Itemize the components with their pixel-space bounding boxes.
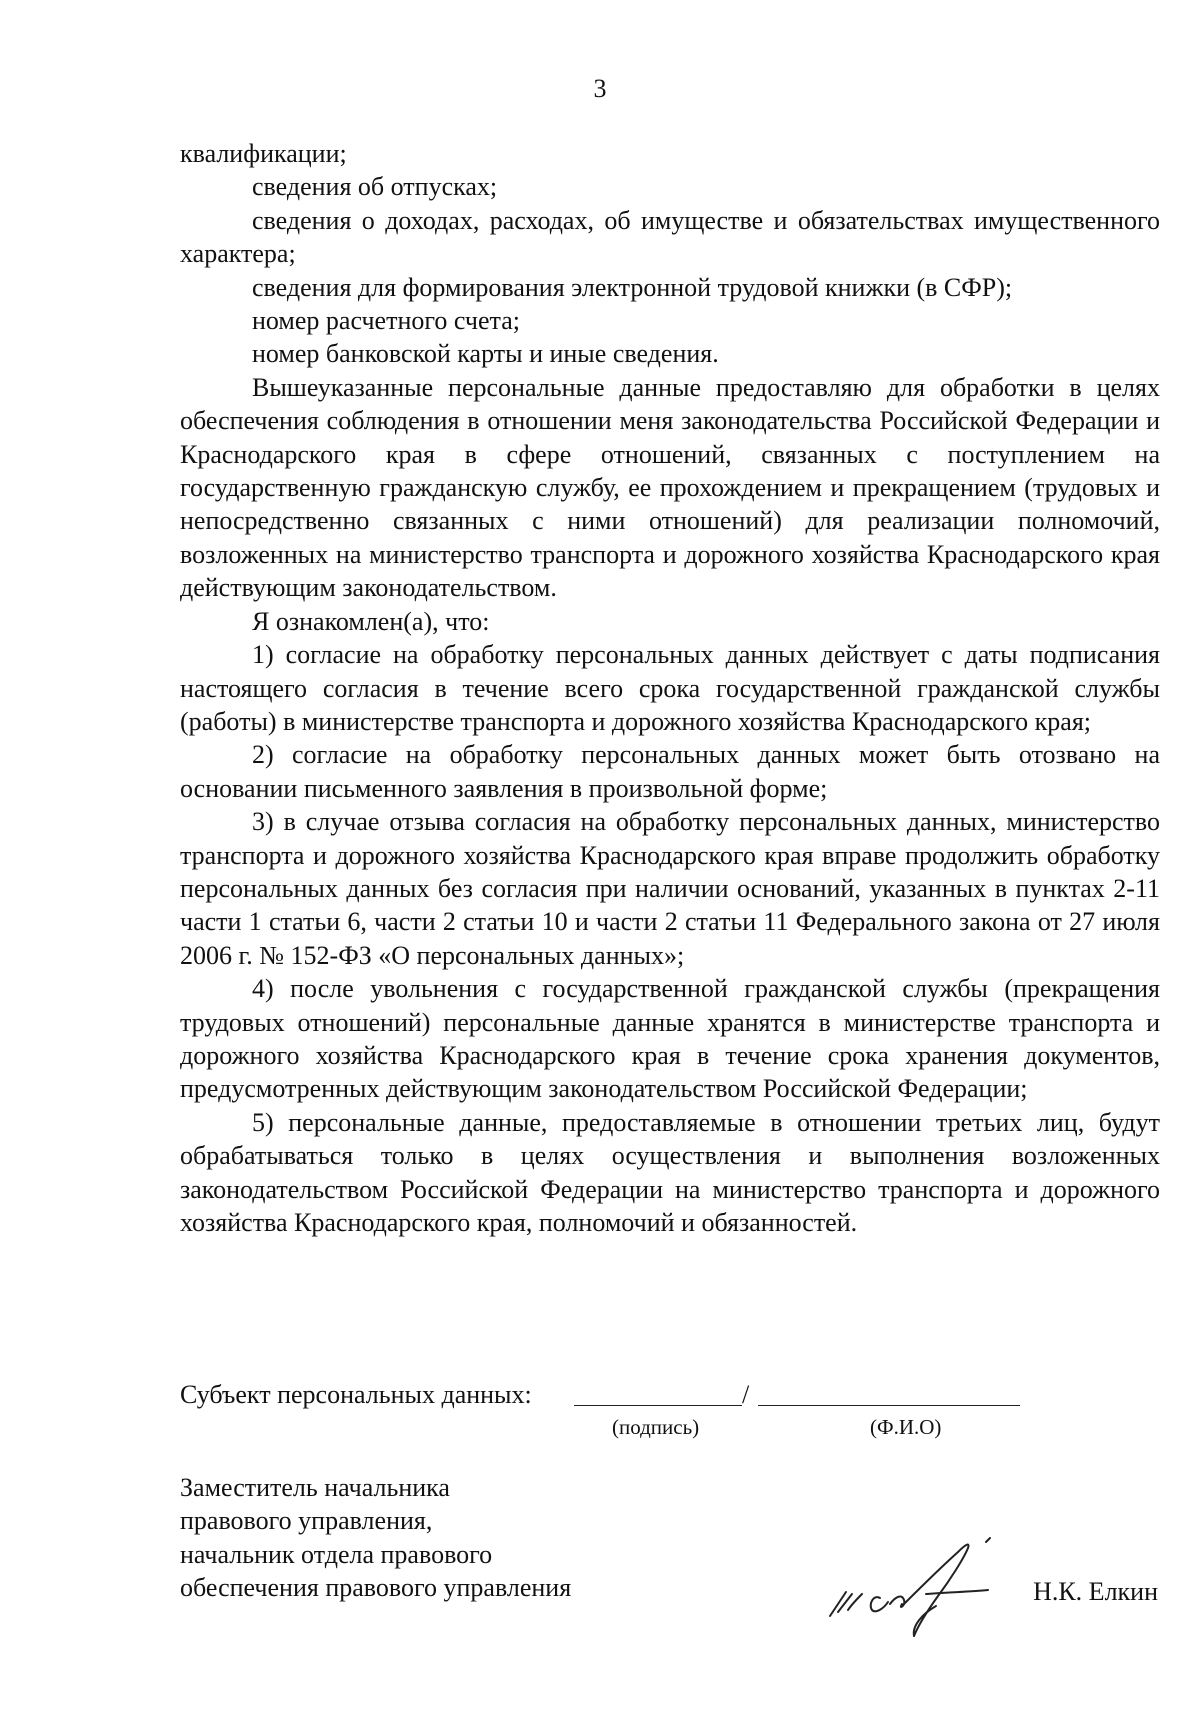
paragraph: квалификации; xyxy=(180,139,347,168)
name-line xyxy=(758,1405,1020,1406)
list-item: 4) после увольнения с государственной гражданской службы (прекращения трудовых отношений) персональные данные хранятся в министерстве транспорта и дорожного хозяйства Краснодарского края в течение срока хранения документов, предусмотренных действующим законодательством Российской Федерации; xyxy=(180,974,1160,1104)
official-position xyxy=(180,1471,740,1605)
handwritten-signature-icon xyxy=(818,1534,1008,1644)
paragraph: сведения для формирования электронной трудовой книжки (в СФР); xyxy=(252,272,1013,302)
position-line: правового управления, xyxy=(180,1506,433,1536)
name-hint: (Ф.И.О) xyxy=(870,1415,942,1439)
list-item: 3) в случае отзыва согласия на обработку персональных данных, министерство транспорта и дорожного хозяйства Краснодарского края вправе продолжить обработку персональных данных без согласия при наличии оснований, указанных в пунктах 2-11 части 1 статьи 6, части 2 статьи 10 и части 2 статьи 11 Федерального закона от 27 июля 2006 г. № 152-ФЗ «О персональных данных»; xyxy=(180,807,1160,970)
signer-name: Н.К. Елкин xyxy=(1033,1577,1158,1606)
position-line: начальник отдела правового xyxy=(180,1539,493,1569)
subject-label: Субъект персональных данных: xyxy=(180,1380,532,1409)
paragraph: номер банковской карты и иные сведения. xyxy=(252,339,719,369)
list-item: 1) согласие на обработку персональных данных действует с даты подписания настоящего согласия в течение всего срока государственной гражданской службы (работы) в министерстве транспорта и дорожного хозяйства Краснодарского края; xyxy=(180,640,1160,736)
consent-body xyxy=(180,137,1160,1239)
signature-line xyxy=(574,1405,742,1406)
paragraph: номер расчетного счета; xyxy=(252,306,520,336)
paragraph: сведения об отпусках; xyxy=(252,172,498,202)
signature-hint: (подпись) xyxy=(612,1415,700,1439)
list-item: 2) согласие на обработку персональных данных может быть отозвано на основании письменного заявления в произвольной форме; xyxy=(180,740,1160,803)
subject-signature-block xyxy=(180,1380,1160,1450)
separator-slash: / xyxy=(742,1380,750,1409)
position-line: Заместитель начальника xyxy=(180,1473,450,1502)
paragraph: сведения о доходах, расходах, об имуществе и обязательствах имущественного характера; xyxy=(180,205,1160,269)
position-line: обеспечения правового управления xyxy=(180,1573,572,1603)
paragraph: Вышеуказанные персональные данные предоставляю для обработки в целях обеспечения соблюдения в отношении меня законодательства Российской Федерации и Краснодарского края в сфере отношений, связанных с поступлением на государственную гражданскую службу, ее прохождением и прекращением (трудовых и непосредственно связанных с ними отношений) для реализации полномочий, возложенных на министерство транспорта и дорожного хозяйства Краснодарского края действующим законодательством. xyxy=(180,372,1160,603)
page-number: 3 xyxy=(593,74,607,103)
paragraph: Я ознакомлен(а), что: xyxy=(252,606,490,636)
list-item: 5) персональные данные, предоставляемые в отношении третьих лиц, будут обрабатываться только в целях осуществления и выполнения возложенных законодательством Российской Федерации на министерство транспорта и дорожного хозяйства Краснодарского края, полномочий и обязанностей. xyxy=(180,1107,1160,1237)
